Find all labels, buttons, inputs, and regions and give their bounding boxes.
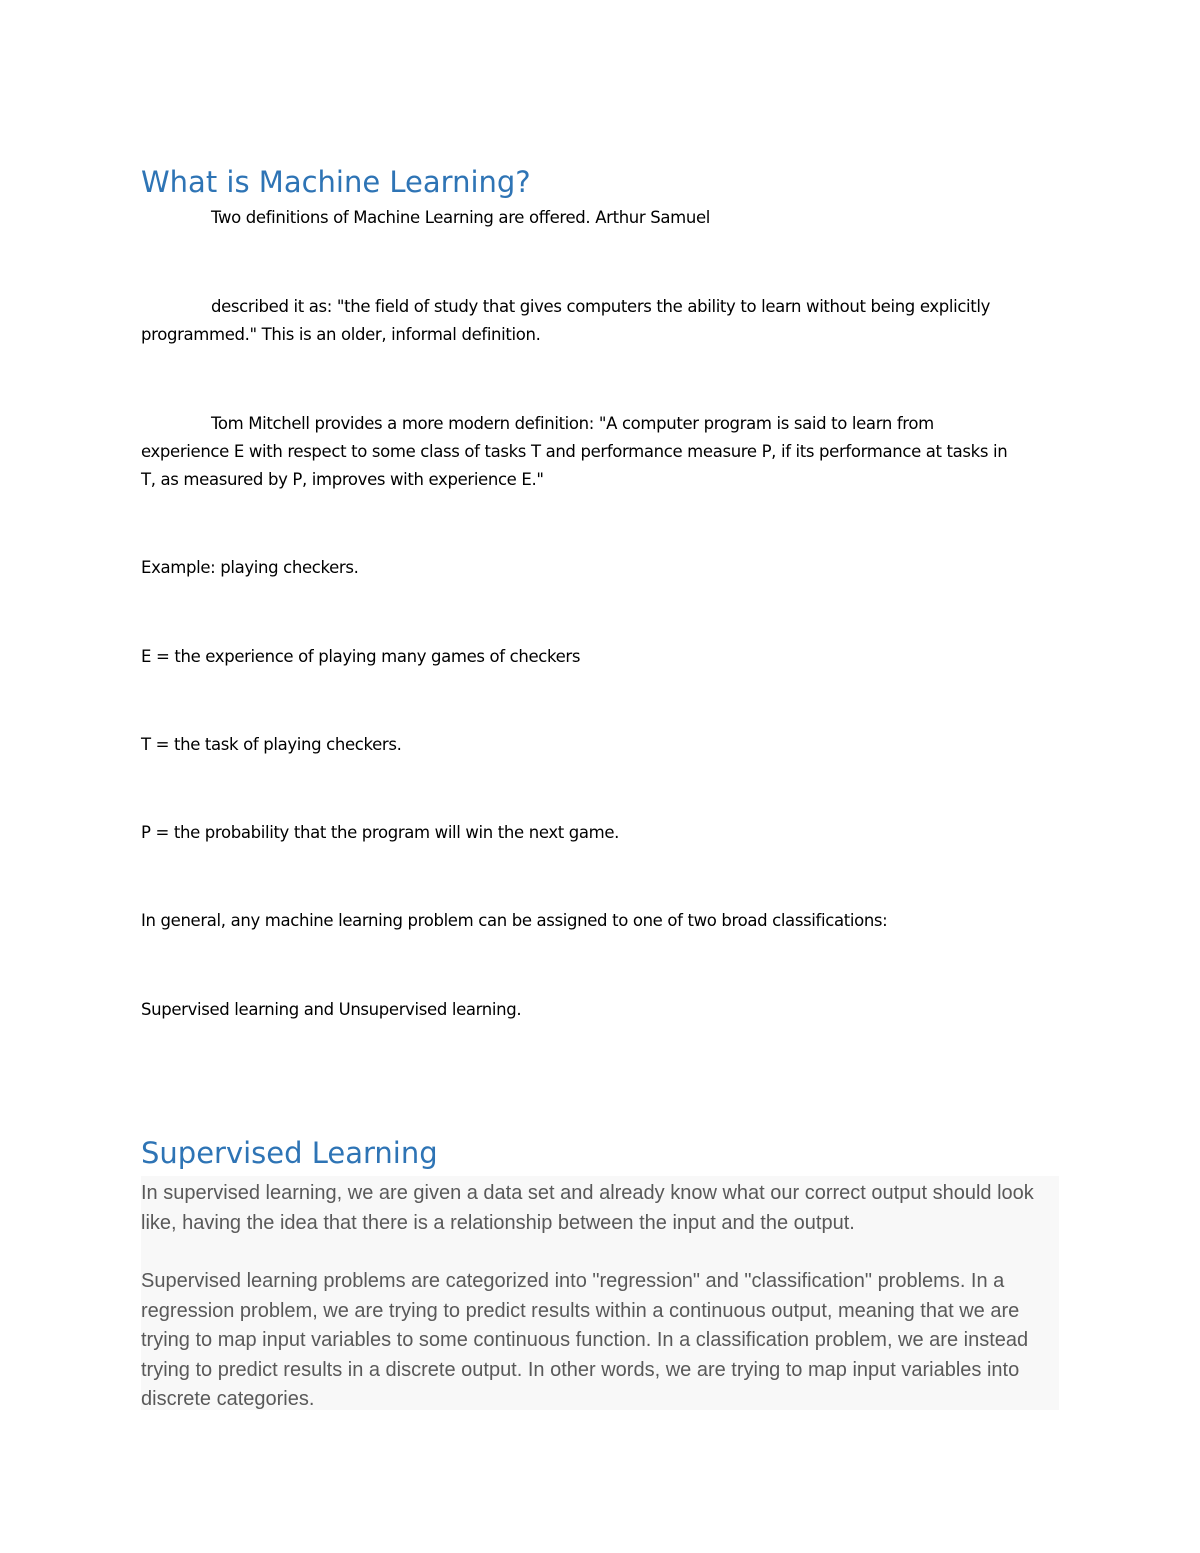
performance-definition-line: P = the probability that the program will win the next game.	[141, 823, 620, 842]
section-heading-what-is-ml: What is Machine Learning?	[141, 165, 531, 199]
supervised-intro-paragraph: In supervised learning, we are given a data set and already know what our correct output should look like, having the idea that there is a relationship between the input and the output.	[141, 1182, 1034, 1234]
example-line: Example: playing checkers.	[141, 558, 359, 577]
mitchell-definition-paragraph: Tom Mitchell provides a more modern definition: "A computer program is said to learn from experience E with respect to some class of tasks T and performance measure P, if its performance at tasks in T, as measured by P, improves with experience E."	[141, 414, 1008, 489]
section-heading-supervised-learning: Supervised Learning	[141, 1136, 438, 1170]
learning-types-line: Supervised learning and Unsupervised learning.	[141, 1000, 522, 1019]
classifications-intro-line: In general, any machine learning problem can be assigned to one of two broad classifications:	[141, 911, 888, 930]
experience-definition-line: E = the experience of playing many games of checkers	[141, 647, 581, 666]
task-definition-line: T = the task of playing checkers.	[141, 735, 402, 754]
supervised-learning-text-block	[141, 1176, 1059, 1410]
definitions-intro-paragraph: Two definitions of Machine Learning are offered. Arthur Samuel	[211, 208, 710, 227]
regression-classification-paragraph: Supervised learning problems are categorized into "regression" and "classification" problems. In a regression problem, we are trying to predict results within a continuous output, meaning that we are trying to map input variables to some continuous function. In a classification problem, we are instead trying to predict results in a discrete output. In other words, we are trying to map input variables into discrete categories.	[141, 1270, 1029, 1410]
samuel-definition-paragraph: described it as: "the field of study that gives computers the ability to learn without being explicitly programmed." This is an older, informal definition.	[141, 297, 991, 344]
